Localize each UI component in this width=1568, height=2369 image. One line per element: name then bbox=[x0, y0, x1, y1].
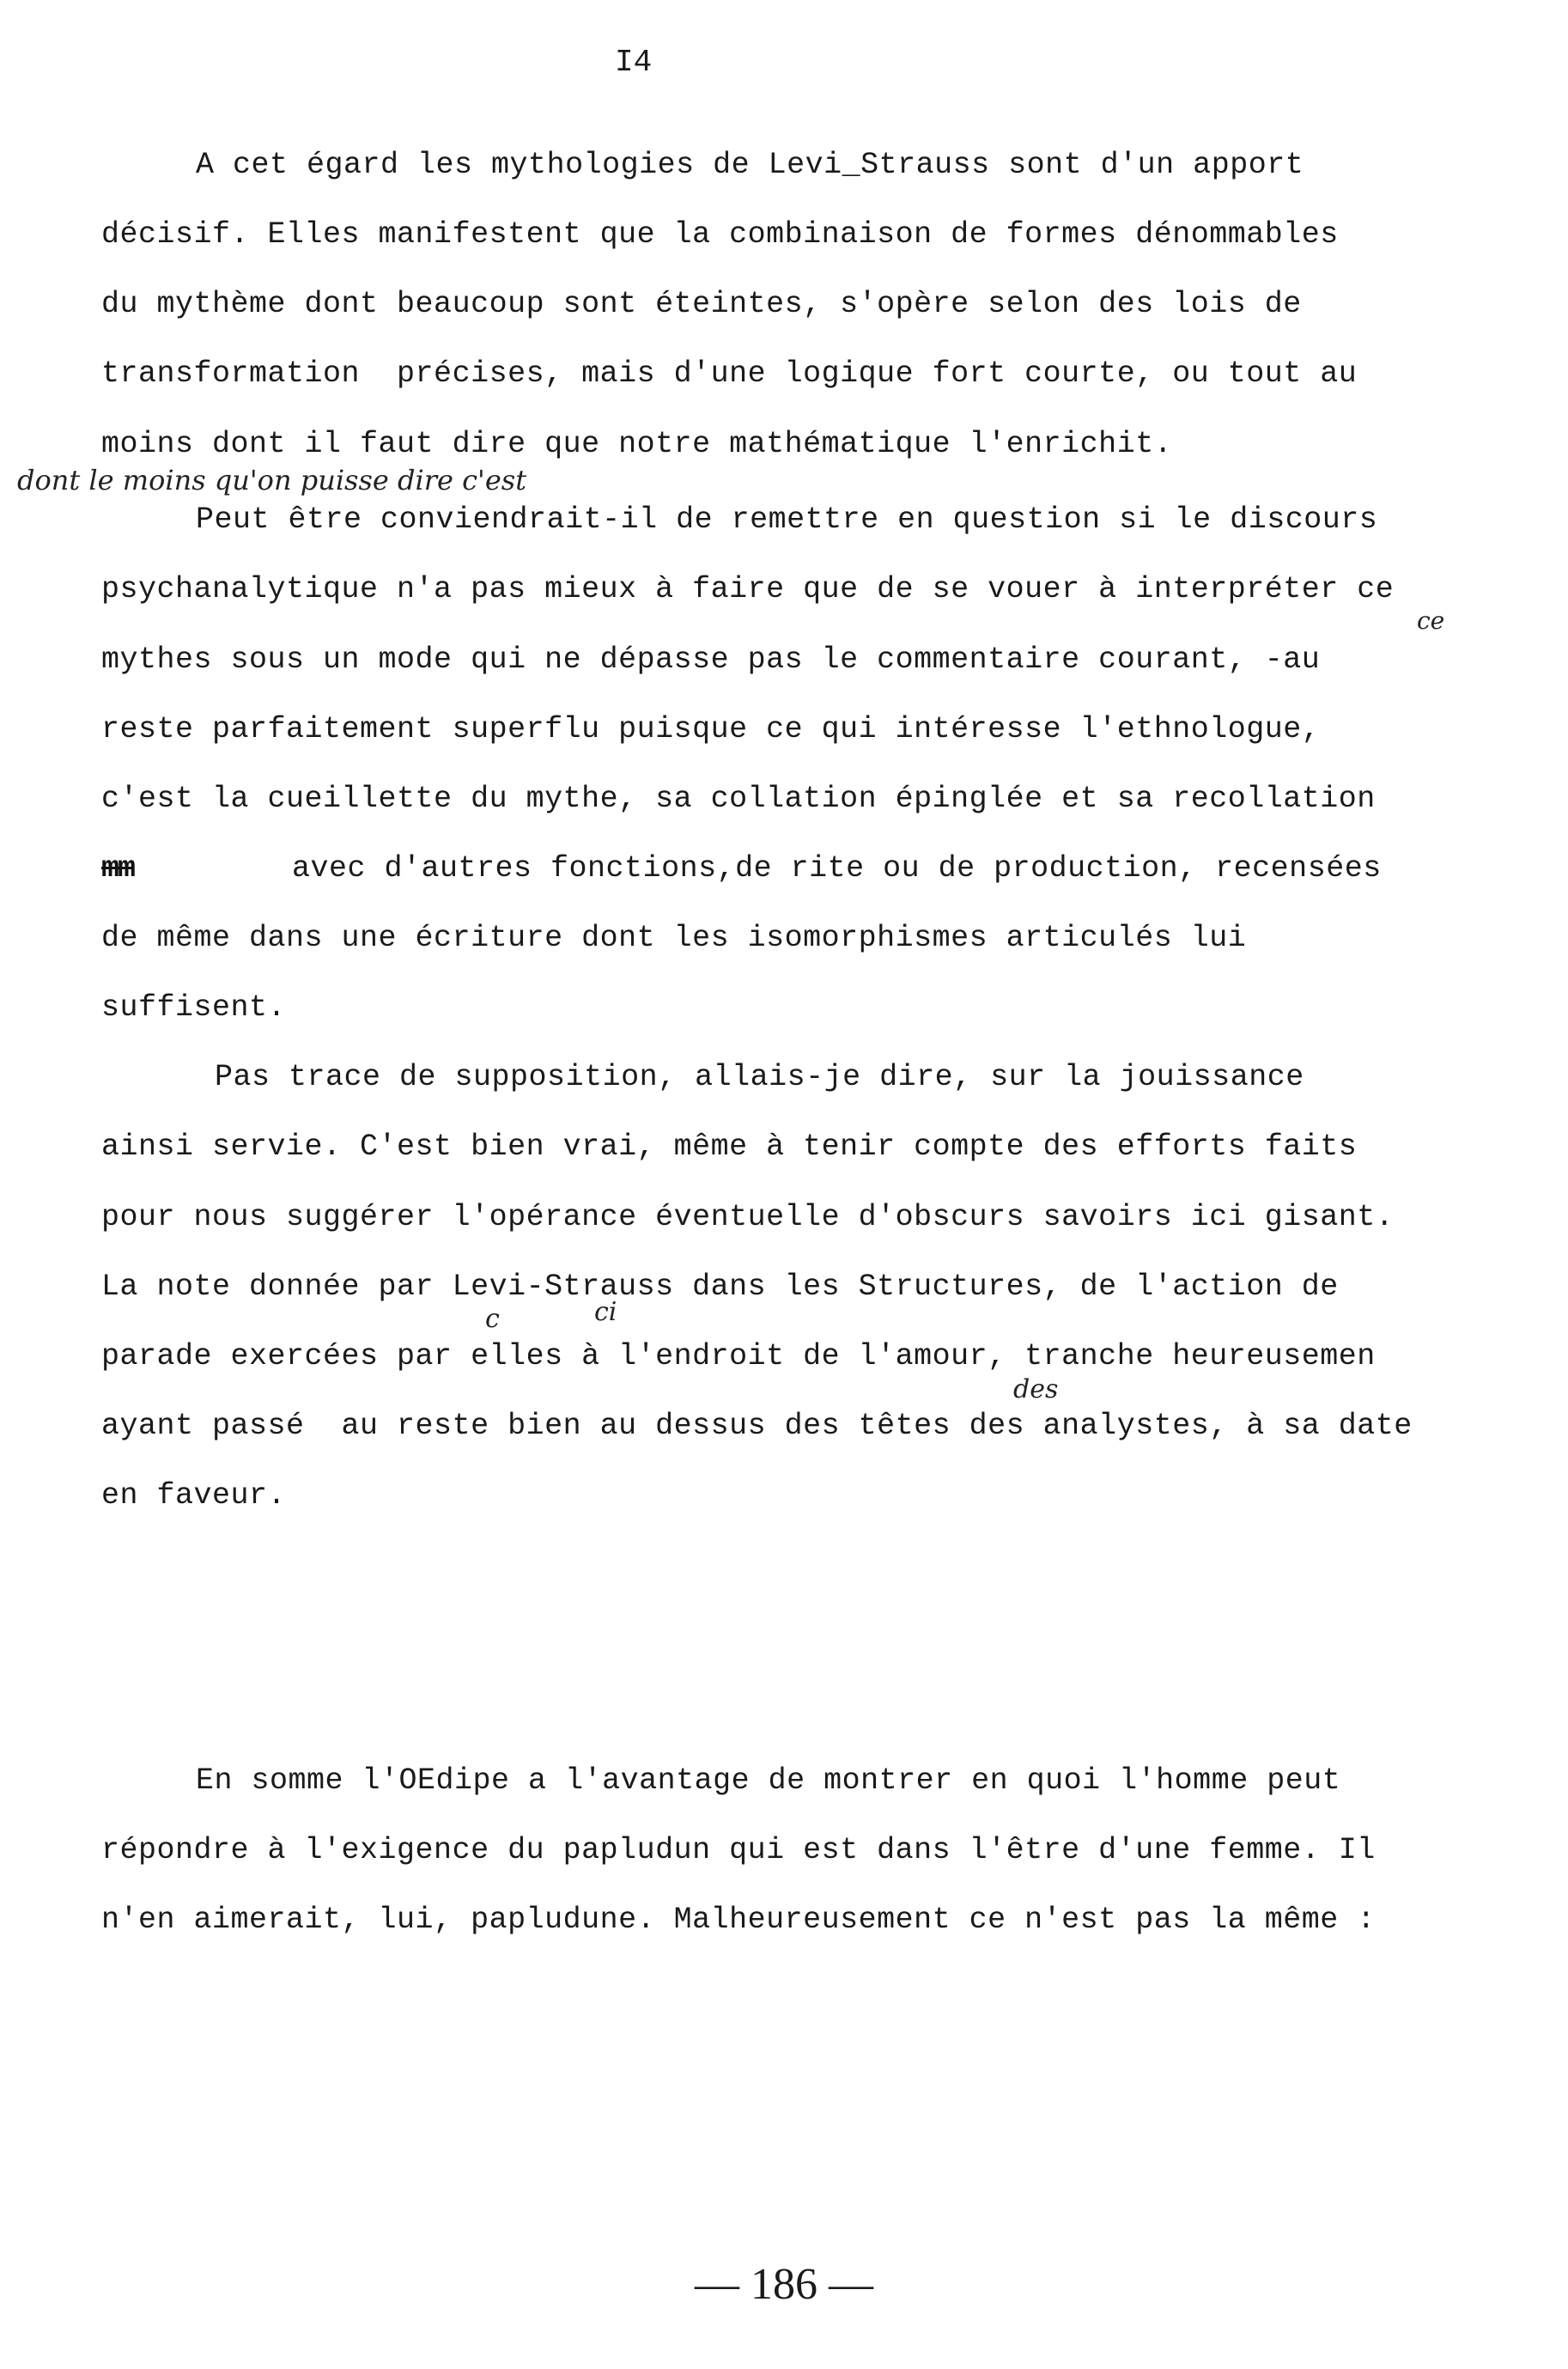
text-line: reste parfaitement superflu puisque ce qui intéresse l'ethnologue, bbox=[101, 712, 1321, 746]
margin-handwritten-ce: ce bbox=[1417, 606, 1445, 635]
text-line: en faveur. bbox=[101, 1478, 287, 1513]
text-line: En somme l'OEdipe a l'avantage de montrer en quoi l'homme peut bbox=[196, 1763, 1341, 1798]
text-line: A cet égard les mythologies de Levi_Strauss sont d'un apport bbox=[196, 148, 1304, 182]
text-line: ainsi servie. C'est bien vrai, même à tenir compte des efforts faits bbox=[101, 1130, 1358, 1164]
text-line: de même dans une écriture dont les isomorphismes articulés lui bbox=[101, 921, 1247, 955]
handwritten-insert-ci: ci bbox=[594, 1297, 617, 1327]
text-line: La note donnée par Levi-Strauss dans les Structures, de l'action de bbox=[101, 1270, 1339, 1304]
text-line: mythes sous un mode qui ne dépasse pas le commentaire courant, -au bbox=[101, 642, 1321, 677]
text-line: du mythème dont beaucoup sont éteintes, s'opère selon des lois de bbox=[101, 287, 1302, 321]
text-line: transformation précises, mais d'une logique fort courte, ou tout au bbox=[101, 356, 1358, 391]
folio-number: I4 bbox=[615, 45, 653, 80]
text-line: avec d'autres fonctions,de rite ou de production, recensées bbox=[292, 851, 1382, 886]
text-line: psychanalytique n'a pas mieux à faire que de se vouer à interpréter ce bbox=[101, 572, 1395, 606]
text-line: ayant passé au reste bien au dessus des têtes des analystes, à sa date bbox=[101, 1409, 1413, 1443]
text-line: répondre à l'exigence du papludun qui est dans l'être d'une femme. Il bbox=[101, 1833, 1376, 1867]
text-line: moins dont il faut dire que notre mathématique l'enrichit. bbox=[101, 427, 1173, 461]
text-line: c'est la cueillette du mythe, sa collation épinglée et sa recollation bbox=[101, 782, 1376, 816]
margin-handwritten-note: dont le moins qu'on puisse dire c'est bbox=[17, 464, 527, 496]
text-line: parade exercées par elles à l'endroit de l'amour, tranche heureusemen bbox=[101, 1339, 1376, 1373]
text-line: décisif. Elles manifestent que la combinaison de formes dénommables bbox=[101, 217, 1339, 252]
text-line: Pas trace de supposition, allais-je dire, sur la jouissance bbox=[215, 1060, 1304, 1094]
handwritten-insert-des: des bbox=[1013, 1374, 1059, 1404]
handwritten-insert-c: c bbox=[485, 1304, 500, 1334]
page-number: — 186 — bbox=[695, 2260, 873, 2309]
text-line: n'en aimerait, lui, papludune. Malheureusement ce n'est pas la même : bbox=[101, 1903, 1376, 1937]
text-line: Peut être conviendrait-il de remettre en question si le discours bbox=[196, 502, 1378, 537]
text-line: pour nous suggérer l'opérance éventuelle d'obscurs savoirs ici gisant. bbox=[101, 1200, 1395, 1234]
struck-out-word: mm bbox=[101, 851, 135, 886]
text-line: suffisent. bbox=[101, 990, 287, 1025]
